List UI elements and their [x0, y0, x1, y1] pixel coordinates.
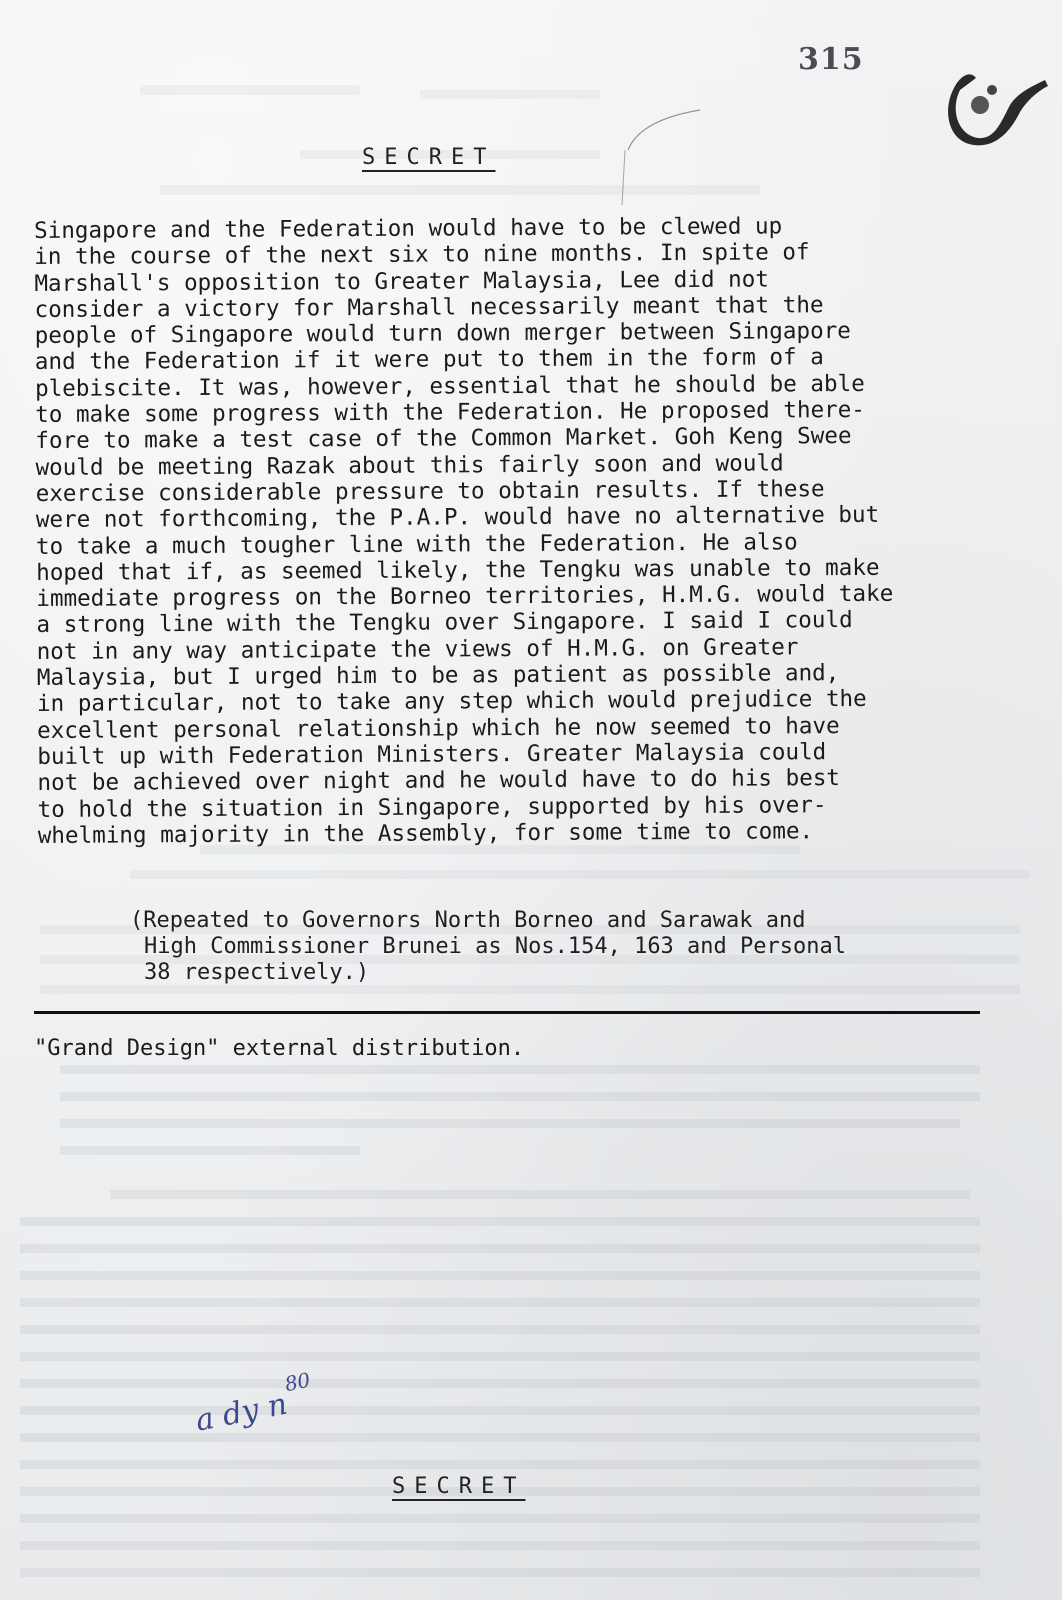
body-line: would be meeting Razak about this fairly soon and would [35, 450, 784, 481]
body-line: consider a victory for Marshall necessarily meant that the [34, 292, 824, 323]
body-line: plebiscite. It was, however, essential that he should be able [34, 370, 865, 402]
classification-footer: SECRET [392, 1474, 526, 1499]
body-line: built up with Federation Ministers. Greater Malaysia could [37, 739, 827, 770]
ink-stain-mark [940, 50, 1050, 150]
body-line: in the course of the next six to nine months. In spite of [34, 239, 810, 271]
body-line: and the Federation if it were put to them in the form of a [34, 344, 824, 376]
body-line: were not forthcoming, the P.A.P. would have no alternative but [35, 502, 880, 534]
body-line: Singapore and the Federation would have to be clewed up [34, 213, 783, 244]
handwritten-text: a dy n [192, 1386, 291, 1439]
body-line: to make some progress with the Federation. He proposed there- [35, 397, 866, 429]
body-line: people of Singapore would turn down merger between Singapore [34, 318, 851, 350]
body-line: in particular, not to take any step which would prejudice the [36, 686, 867, 718]
handwritten-annotation [192, 1367, 317, 1439]
body-line: to hold the situation in Singapore, supported by his over- [37, 791, 827, 823]
body-line: immediate progress on the Borneo territories, H.M.G. would take [36, 580, 894, 613]
body-line: Malaysia, but I urged him to be as patient as possible and, [36, 660, 840, 692]
classification-header: SECRET [362, 145, 496, 170]
body-line: not in any way anticipate the views of H.M.G. on Greater [36, 634, 799, 665]
distribution-note: "Grand Design" external distribution. [34, 1036, 525, 1061]
body-line: to take a much tougher line with the Federation. He also [35, 528, 798, 560]
body-line: whelming majority in the Assembly, for some time to come. [37, 818, 814, 849]
body-line: Marshall's opposition to Greater Malaysia, Lee did not [34, 266, 770, 297]
note-line: High Commissioner Brunei as Nos.154, 163 and Personal [144, 934, 846, 959]
body-line: not be achieved over night and he would have to do his best [37, 765, 841, 797]
note-line: (Repeated to Governors North Borneo and Sarawak and [130, 908, 806, 933]
repetition-note [130, 908, 846, 986]
body-line: excellent personal relationship which he now seemed to have [37, 712, 840, 744]
note-line: 38 respectively.) [144, 960, 370, 985]
horizontal-rule [34, 1011, 980, 1014]
body-paragraph [34, 212, 1048, 849]
body-line: hoped that if, as seemed likely, the Tengku was unable to make [36, 554, 880, 586]
body-line: fore to make a test case of the Common Market. Goh Keng Swee [35, 423, 852, 455]
body-line: exercise considerable pressure to obtain results. If these [35, 476, 825, 507]
body-line: a strong line with the Tengku over Singapore. I said I could [36, 607, 853, 639]
handwritten-number: 80 [282, 1367, 313, 1397]
page-number: 315 [798, 42, 864, 77]
